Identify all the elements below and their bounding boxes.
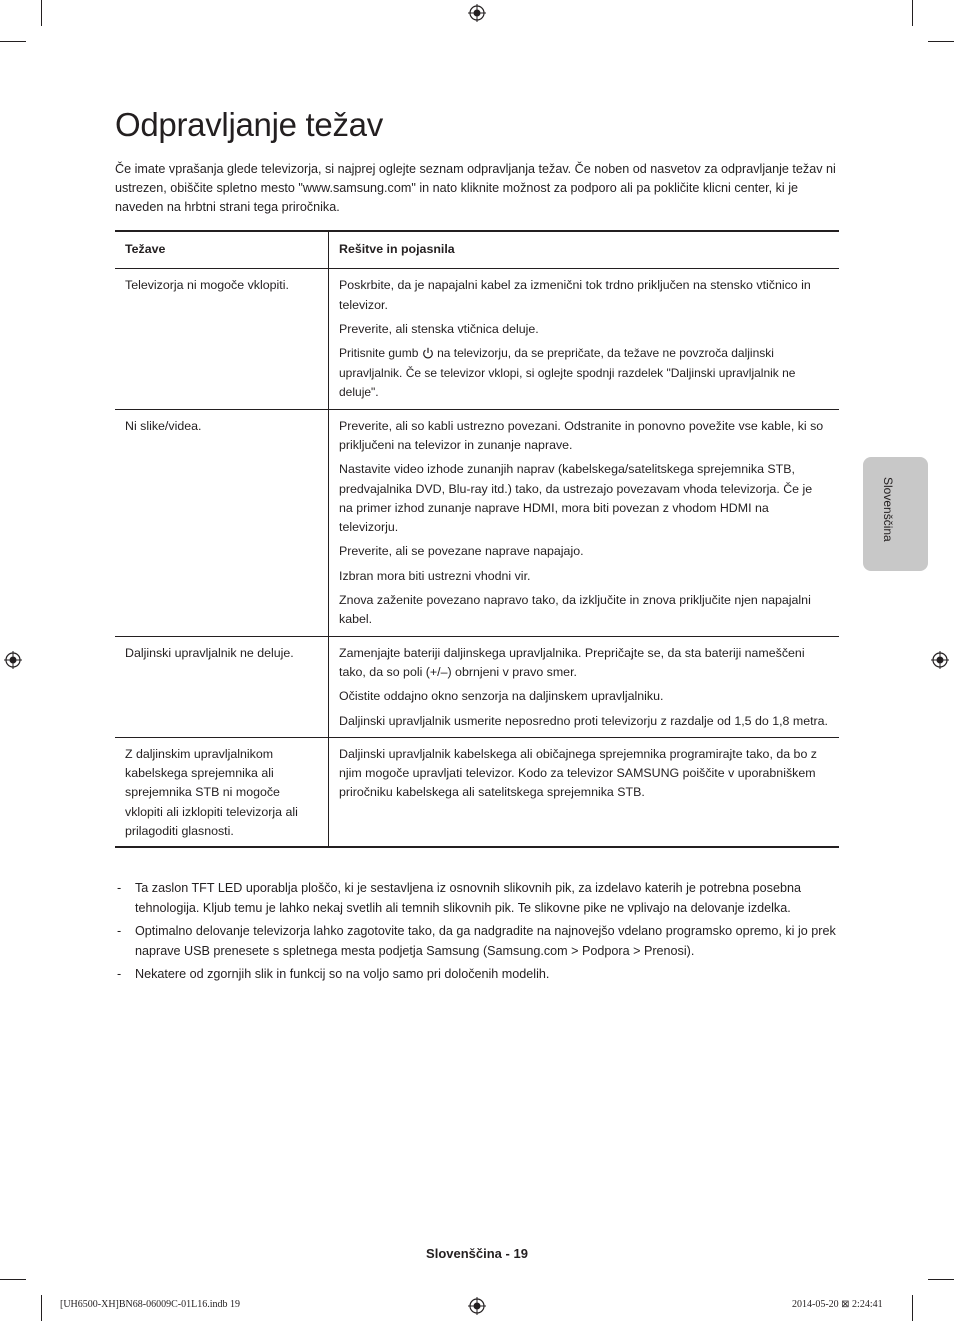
header-problems: Težave <box>115 231 329 269</box>
crop-mark <box>0 41 26 42</box>
crop-mark <box>41 1295 42 1321</box>
registration-mark-icon <box>931 651 949 669</box>
crop-mark <box>912 1295 913 1321</box>
registration-mark-icon <box>4 651 22 669</box>
problem-cell: Daljinski upravljalnik ne deluje. <box>115 636 329 737</box>
table-header-row <box>115 231 839 269</box>
power-icon <box>422 347 434 359</box>
language-side-tab <box>863 457 928 571</box>
troubleshooting-table <box>115 230 839 848</box>
note-marker: - <box>117 924 122 938</box>
note-item <box>115 964 839 984</box>
table-row <box>115 636 839 737</box>
solution-text: Očistite oddajno okno senzorja na daljinskem upravljalniku. <box>339 689 664 704</box>
power-note-before: Pritisnite gumb <box>339 346 419 361</box>
page-footer: Slovenščina - 19 <box>426 1246 528 1261</box>
print-slug-left: [UH6500-XH]BN68-06009C-01L16.indb 19 <box>60 1299 240 1310</box>
note-marker: - <box>117 967 122 981</box>
solution-text: Preverite, ali stenska vtičnica deluje. <box>339 321 539 336</box>
solution-text: Daljinski upravljalnik usmerite neposredno proti televizorju z razdalje od 1,5 do 1,8 metra. <box>339 713 828 728</box>
problem-cell: Z daljinskim upravljalnikom kabelskega sprejemnika ali sprejemnika STB ni mogoče vklopiti ali izklopiti televizorja ali prilagoditi glasnosti. <box>115 737 329 847</box>
power-note-after: na televizorju, da se prepričate, da težave ne povzroča daljinski upravljalnik. Če se televizor vklopi, si oglejte spodnji razdelek "Daljinski upravljalnik ne deluje". <box>339 346 796 400</box>
table-row <box>115 269 839 409</box>
solution-text: Preverite, ali so kabli ustrezno povezani. Odstranite in ponovno povežite vse kable, ki so priključeni na televizor in zunanje naprave. <box>339 418 824 452</box>
solution-text: Nastavite video izhode zunanjih naprav (kabelskega/satelitskega sprejemnika STB, predvajalnika DVD, Blu-ray itd.) tako, da ustrezajo povezavam vhoda televizorja. Če je na primer izhod zunanje naprave HDMI, mora biti povezan z vhodom HDMI na televizorju. <box>339 462 813 535</box>
table-row <box>115 737 839 847</box>
solution-text: Preverite, ali se povezane naprave napajajo. <box>339 544 584 559</box>
crop-mark <box>0 1279 26 1280</box>
note-text: Ta zaslon TFT LED uporablja ploščo, ki je sestavljena iz osnovnih slikovnih pik, za izdelavo katerih je potrebna posebna tehnologija. Kljub temu je lahko nekaj svetlih ali temnih slikovnih pik. Te slikovne pike ne vplivajo na delovanje izdelka. <box>135 881 801 915</box>
solution-cell <box>329 409 840 636</box>
problem-cell: Televizorja ni mogoče vklopiti. <box>115 269 329 409</box>
page-title: Odpravljanje težav <box>115 106 383 143</box>
note-item <box>115 921 839 961</box>
crop-mark <box>912 0 913 26</box>
intro-paragraph: Če imate vprašanja glede televizorja, si najprej oglejte seznam odpravljanja težav. Če noben od nasvetov za odpravljanje težav ni ustrezen, obiščite spletno mesto "www.samsung.com" in nato kliknite možnost za podporo ali pa pokličite klicni center, ki je naveden na hrbtni strani tega priročnika. <box>115 162 836 214</box>
registration-mark-icon <box>468 1297 486 1315</box>
table-row <box>115 409 839 636</box>
crop-mark <box>928 1279 954 1280</box>
solution-cell <box>329 636 840 737</box>
registration-mark-icon <box>468 4 486 22</box>
language-side-tab-label: Slovenščina <box>881 477 895 542</box>
print-slug-right: 2014-05-20 ⊠ 2:24:41 <box>792 1299 883 1310</box>
note-item <box>115 878 839 918</box>
crop-mark <box>928 41 954 42</box>
note-text: Nekatere od zgornjih slik in funkcij so na voljo samo pri določenih modelih. <box>135 967 550 981</box>
solution-text: Daljinski upravljalnik kabelskega ali običajnega sprejemnika programirajte tako, da bo z njim mogoče upravljati televizor. Kodo za televizor SAMSUNG poiščite v uporabniškem priročniku kabelskega ali satelitskega sprejemnika STB. <box>339 746 817 800</box>
solution-text <box>339 344 829 403</box>
problem-cell: Ni slike/videa. <box>115 409 329 636</box>
header-solutions: Rešitve in pojasnila <box>329 231 840 269</box>
solution-text: Poskrbite, da je napajalni kabel za izmenični tok trdno priključen na stensko vtičnico in televizor. <box>339 278 811 312</box>
solution-text: Zamenjajte bateriji daljinskega upravljalnika. Prepričajte se, da sta bateriji nameščeni tako, da so poli (+/–) obrnjeni v pravo smer. <box>339 645 805 679</box>
note-text: Optimalno delovanje televizorja lahko zagotovite tako, da ga nadgradite na najnovejšo vdelano programsko opremo, ki jo prek naprave USB prenesete s spletnega mesta podjetja Samsung (Samsung.com > Podpora > Prenosi). <box>135 924 836 958</box>
solution-cell <box>329 737 840 847</box>
solution-text: Izbran mora biti ustrezni vhodni vir. <box>339 568 531 583</box>
crop-mark <box>41 0 42 26</box>
solution-cell <box>329 269 840 409</box>
note-marker: - <box>117 881 122 895</box>
solution-text: Znova zaženite povezano napravo tako, da izključite in znova priključite njen napajalni kabel. <box>339 593 811 627</box>
notes-list <box>115 878 839 987</box>
